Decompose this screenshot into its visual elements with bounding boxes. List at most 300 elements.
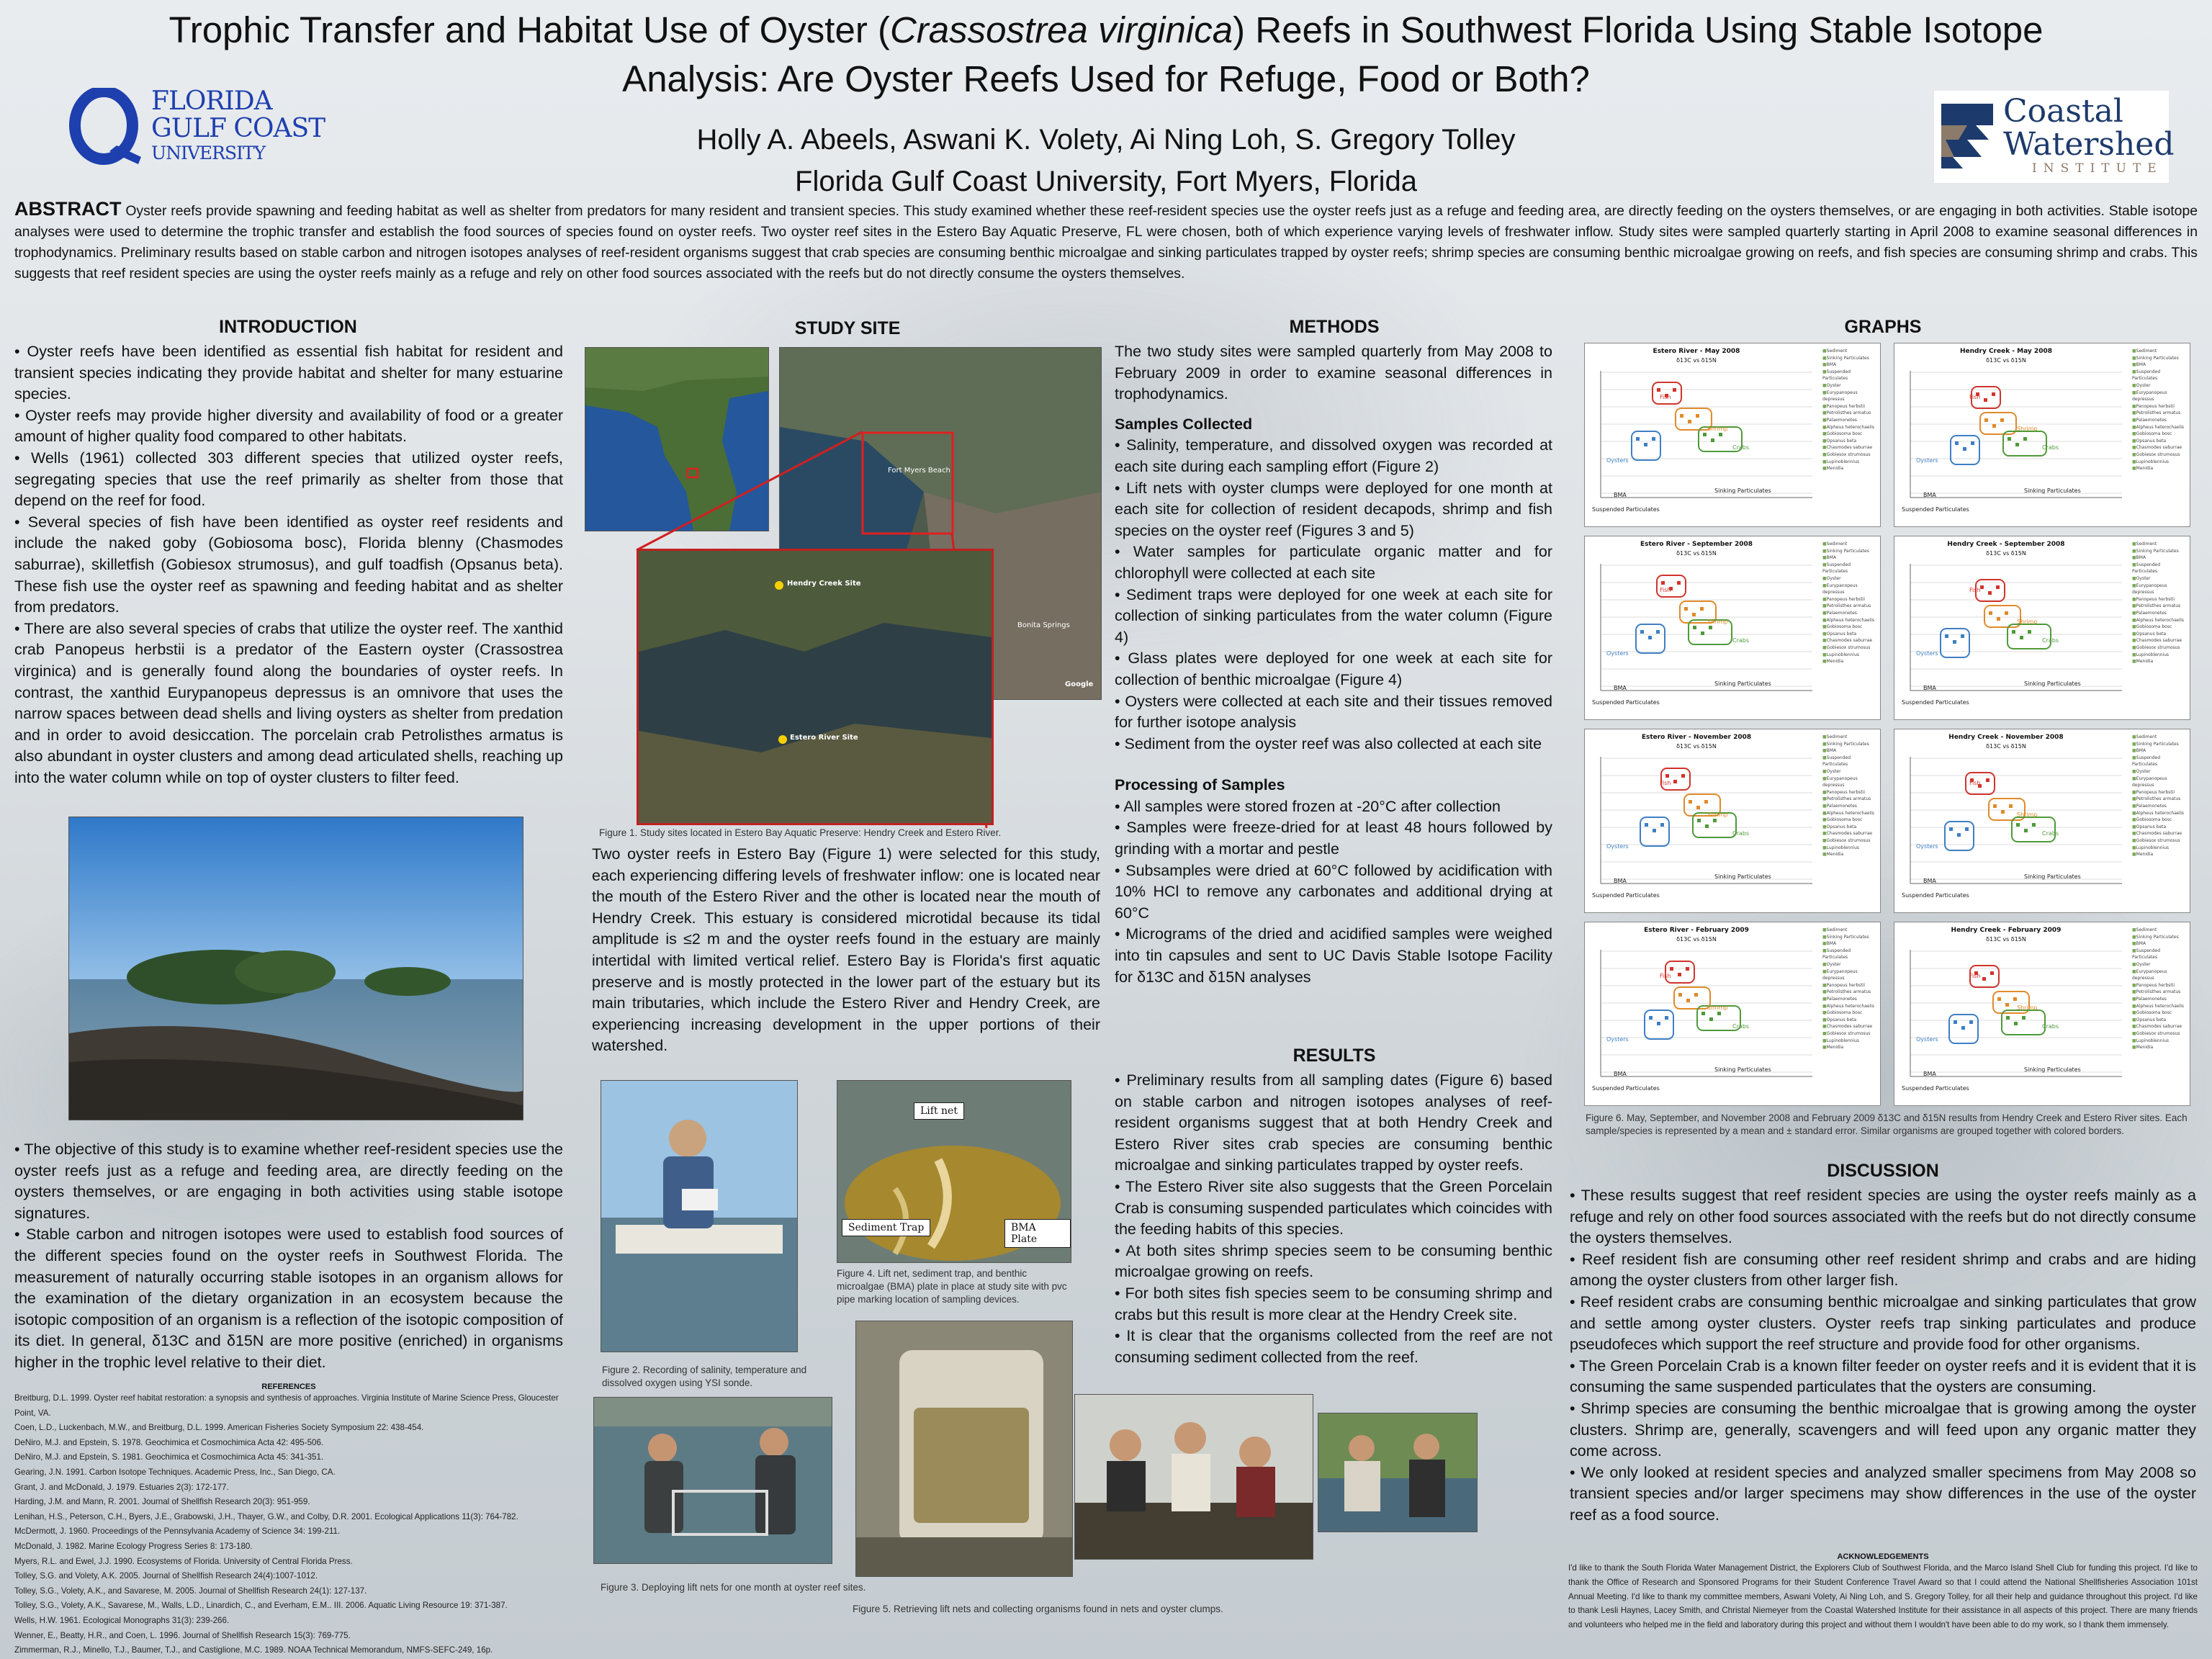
legend-entry: ■ Alpheus heterochaelis: [2132, 1003, 2187, 1010]
legend-entry: ■ Sinking Particulates: [1822, 741, 1877, 748]
legend-entry: ■ Gobiesox strumosus: [1822, 837, 1877, 845]
graph-group-label: Suspended Particulates: [1592, 506, 1660, 513]
reference-item: Coen, L.D., Luckenbach, M.W., and Breitburg, D.L. 1999. American Fisheries Society Symposium 22: 438-454.: [14, 1423, 424, 1433]
legend-entry: ■ Alpheus heterochaelis: [1822, 810, 1877, 817]
intro-p1: • Oyster reefs have been identified as essential fish habitat for resident and transient species indicating they provide habitat and shelter for many estuarine species.: [14, 343, 563, 403]
legend-entry: ■ Alpheus heterochaelis: [2132, 424, 2187, 431]
data-point-marker: [1673, 780, 1677, 783]
acknowledgements-text: I'd like to thank the South Florida Water Management District, the Explorers Club of Southwest Florida, and the Marco Island Shell Club for funding this project. I'd like to thank the Office of Research and Sponsored Programs for their Student Conference Travel Award so that I could attend the National Shellfisheries Association 101st Annual Meeting. I'd like to thank my committee members, Aswani Volety, Ai Ning Loh, and S. Gregory Tolley, for all their help and guidance throughout this project. I'd like to thank Lesli Haynes, Lacey Smith, and Christal Niemeyer from the Coastal Watershed Institute for their assistance in all aspects of this project. There are many friends and volunteers who helped me in the field and laboratory during this project and without them I wouldn't have been able to do my work, so I thank them immensely.: [1568, 1563, 2198, 1630]
legend-entry: ■ Eurypanopeus depressus: [1822, 775, 1877, 789]
discussion-item-6: • We only looked at resident species and analyzed smaller specimens from May 2008 so transient species and/or larger specimens may show differences in the use of the oyster reef as a food source.: [1570, 1463, 2196, 1524]
legend-entry: ■ Sediment: [2132, 348, 2187, 355]
data-point-marker: [2001, 810, 2005, 814]
graph-group-label: Shrimp: [2017, 1004, 2038, 1011]
intro-p6: • The objective of this study is to examine whether reef-resident species use the oyster reefs just as a refuge and feeding area, are directly feeding on the oysters themselves, or are engaging in both activities using stable isotope signatures.: [14, 1141, 563, 1222]
reference-item: Tolley, S.G., Volety, A.K., and Savarese, M. 2005. Journal of Shellfish Research 24(1): 127-137.: [14, 1586, 367, 1596]
figure4-caption: Figure 4. Lift net, sediment trap, and benthic microalgae (BMA) plate in place at study site with pvc pipe marking location of sampling devices.: [837, 1268, 1067, 1305]
data-point-marker: [1678, 993, 1682, 997]
isotope-graph: [1894, 536, 2190, 720]
legend-entry: ■ Sediment: [1822, 541, 1877, 548]
study-site-zoom-map: [637, 549, 994, 825]
graph-plot-area: [1897, 944, 2128, 1102]
graph-group-label: Oysters: [1606, 457, 1629, 464]
isotope-graph: [1584, 343, 1881, 527]
cwi-line2: Watershed: [2003, 126, 2175, 163]
legend-entry: ■ Sinking Particulates: [1822, 355, 1877, 362]
legend-entry: ■ Palaemonetes: [2132, 610, 2187, 617]
graph-group-label: BMA: [1614, 685, 1627, 691]
legend-entry: ■ Palaemonetes: [2132, 996, 2187, 1003]
data-point-marker: [1681, 774, 1685, 778]
legend-entry: ■ Petrolisthes armatus: [1822, 989, 1877, 996]
legend-entry: ■ BMA: [1822, 747, 1877, 755]
legend-entry: ■ Menidia: [2132, 658, 2187, 665]
data-point-marker: [1665, 1016, 1668, 1020]
legend-entry: ■ Alpheus heterochaelis: [1822, 424, 1877, 431]
reference-item: DeNiro, M.J. and Epstein, S. 1981. Geochimica et Cosmochimica Acta 45: 341-351.: [14, 1452, 324, 1462]
legend-entry: ■ Suspended Particulates: [2132, 755, 2187, 768]
data-point-marker: [2012, 630, 2015, 634]
legend-entry: ■ Gobiosoma bosc: [2132, 817, 2187, 824]
data-point-marker: [1665, 774, 1669, 778]
graph-legend: [2132, 734, 2187, 858]
reference-item: McDonald, J. 1982. Marine Ecology Progress Series 8: 173-180.: [14, 1541, 253, 1551]
legend-entry: ■ Lupinoblennius: [1822, 459, 1877, 466]
legend-entry: ■ Menidia: [1822, 465, 1877, 472]
reference-item: Myers, R.L. and Ewel, J.J. 1990. Ecosystems of Florida. University of Central Florida Press.: [14, 1556, 353, 1566]
data-point-marker: [1670, 967, 1673, 971]
legend-entry: ■ Eurypanopeus depressus: [2132, 775, 2187, 789]
legend-entry: ■ Lupinoblennius: [1822, 845, 1877, 852]
data-point-marker: [1961, 634, 1964, 638]
legend-entry: ■ Chasmodes saburrae: [1822, 444, 1877, 451]
legend-entry: ■ Suspended Particulates: [1822, 369, 1877, 382]
graph-group-label: Shrimp: [1707, 1004, 1728, 1011]
graph-group-label: Fish: [1969, 394, 1981, 400]
discussion-body: [1570, 1185, 2196, 1527]
legend-entry: ■ Eurypanopeus depressus: [1822, 583, 1877, 596]
legend-entry: ■ Sinking Particulates: [2132, 355, 2187, 362]
graph-group-label: BMA: [1614, 492, 1627, 498]
graph-title: Hendry Creek - September 2008: [1947, 541, 2065, 548]
legend-entry: ■ Petrolisthes armatus: [2132, 603, 2187, 610]
legend-entry: ■ Gobiosoma bosc: [2132, 1010, 2187, 1017]
graph-group-label: Shrimp: [2017, 619, 2038, 625]
legend-entry: ■ Gobiosoma bosc: [1822, 817, 1877, 824]
data-point-marker: [1709, 1017, 1713, 1021]
graph-plot-area: [1897, 751, 2128, 909]
sample-item-1: • Salinity, temperature, and dissolved oxygen was recorded at each site during each sampling effort (Figure 2): [1115, 436, 1552, 475]
data-point-marker: [1657, 1022, 1660, 1025]
graph-group-label: BMA: [1923, 878, 1936, 884]
graph-title: Estero River - May 2008: [1653, 348, 1740, 355]
data-point-marker: [1686, 999, 1690, 1002]
legend-entry: ■ Oyster: [2132, 768, 2187, 775]
data-point-marker: [1701, 631, 1704, 635]
cwi-line3: INSTITUTE: [2032, 161, 2163, 176]
introduction-body: [14, 341, 563, 788]
data-point-marker: [1661, 581, 1665, 585]
methods-intro: The two study sites were sampled quarterly from May 2008 to February 2009 in order to examine seasonal differences in trophodynamics.: [1115, 343, 1552, 403]
legend-entry: ■ BMA: [2132, 747, 2187, 755]
reference-item: Grant, J. and McDonald, J. 1979. Estuaries 2(3): 172-177.: [14, 1482, 229, 1492]
legend-entry: ■ Menidia: [1822, 851, 1877, 858]
graph-title: Estero River - November 2008: [1641, 734, 1752, 741]
data-point-marker: [2005, 1003, 2009, 1007]
legend-entry: ■ Opsanus beta: [2132, 824, 2187, 831]
discussion-item-4: • The Green Porcelain Crab is a known filter feeder on oyster reefs and it is evident that it is consuming the same suspended particulates that the oysters are consuming.: [1570, 1357, 2196, 1396]
legend-entry: ■ Panopeus herbstii: [2132, 596, 2187, 603]
result-item-5: • It is clear that the organisms collected from the reef are not consuming sediment collected from the reef.: [1115, 1327, 1552, 1366]
legend-entry: ■ BMA: [1822, 940, 1877, 948]
graph-group-label: Oysters: [1606, 650, 1629, 657]
figure5-photo-field: [1318, 1413, 1478, 1532]
map-label-bonita-springs: Bonita Springs: [1017, 621, 1070, 629]
data-point-marker: [1957, 833, 1961, 837]
legend-entry: ■ Opsanus beta: [2132, 438, 2187, 445]
data-point-marker: [1700, 607, 1704, 611]
legend-entry: ■ Sediment: [2132, 541, 2187, 548]
reference-item: Wells, H.W. 1961. Ecological Monographs 31(3): 239-266.: [14, 1615, 230, 1625]
legend-entry: ■ Petrolisthes armatus: [2132, 410, 2187, 417]
legend-entry: ■ Panopeus herbstii: [1822, 982, 1877, 989]
graph-group-label: Shrimp: [1707, 619, 1728, 625]
references-list: [14, 1391, 563, 1658]
result-item-1: • Preliminary results from all sampling dates (Figure 6) based on stable carbon and nitrogen isotopes analyses of reef-resident organisms suggest that at both Hendry Creek and Estero River sites crab species are consuming benthic microalgae and sinking particulates trapped by oyster reefs.: [1115, 1071, 1552, 1174]
legend-entry: ■ Opsanus beta: [1822, 824, 1877, 831]
graph-group-label: Crabs: [1732, 830, 1750, 837]
graph-plot-area: [1588, 944, 1818, 1102]
isotope-graph: [1584, 729, 1881, 913]
legend-entry: ■ Eurypanopeus depressus: [2132, 968, 2187, 982]
data-point-marker: [1693, 626, 1696, 629]
data-point-marker: [1640, 630, 1644, 634]
abstract-label: ABSTRACT: [14, 198, 122, 220]
intro-p5: • There are also several species of crabs that utilize the oyster reef. The xanthid crab Panopeus herbstii is a predator of the Eastern oyster (Crassostrea virginica) and is generally found along the boundaries of oyster reefs. In contrast, the xanthid Eurypanopeus depressus is an omnivore that uses the narrow spaces between dead shells and living oysters as shelter from predation and in order to avoid desiccation. The porcelain crab Petrolisthes armatus is also abundant in oyster clusters and among dead articulated shells, reaching up into the water column while on top of oyster clusters to filter feed.: [14, 619, 563, 786]
graph-group-label: Crabs: [2042, 444, 2059, 451]
data-point-marker: [1997, 617, 2000, 621]
legend-entry: ■ Suspended Particulates: [2132, 369, 2187, 382]
graph-group-label: BMA: [1923, 492, 1936, 498]
graph-group-label: Sinking Particulates: [2024, 873, 2081, 880]
data-point-marker: [1990, 971, 1994, 975]
graph-title: Hendry Creek - February 2009: [1951, 927, 2062, 934]
isotope-graph: [1584, 922, 1881, 1106]
data-point-marker: [1657, 388, 1660, 392]
legend-entry: ■ Chasmodes saburrae: [2132, 830, 2187, 837]
legend-entry: ■ Lupinoblennius: [1822, 652, 1877, 659]
crab-group-outline: [2003, 431, 2046, 456]
reference-item: Harding, J.M. and Mann, R. 2001. Journal of Shellfish Research 20(3): 951-959.: [14, 1497, 310, 1507]
legend-entry: ■ Oyster: [1822, 382, 1877, 390]
data-point-marker: [1648, 636, 1652, 639]
legend-entry: ■ BMA: [2132, 940, 2187, 948]
reference-item: McDermott, J. 1960. Proceedings of the Pennsylvania Academy of Science 34: 199-211.: [14, 1527, 341, 1537]
graph-group-label: Crabs: [1732, 444, 1750, 451]
legend-entry: ■ BMA: [2132, 361, 2187, 369]
legend-entry: ■ Oyster: [1822, 575, 1877, 583]
graph-group-label: Fish: [1660, 587, 1671, 593]
processing-item-2: • Samples were freeze-dried for at least 48 hours followed by grinding with a mortar and pestle: [1115, 819, 1552, 858]
graph-group-label: BMA: [1923, 1071, 1936, 1077]
affiliation: Florida Gulf Coast University, Fort Myers, Florida: [795, 166, 1417, 197]
graph-title: Estero River - February 2009: [1644, 927, 1749, 934]
graph-title: Hendry Creek - November 2008: [1948, 734, 2064, 741]
figure3-caption: Figure 3. Deploying lift nets for one month at oyster reef sites.: [601, 1582, 866, 1593]
data-point-marker: [1711, 439, 1714, 442]
legend-entry: ■ Panopeus herbstii: [2132, 789, 2187, 796]
data-point-marker: [1984, 418, 1988, 422]
legend-entry: ■ Palaemonetes: [1822, 610, 1877, 617]
legend-entry: ■ Gobiosoma bosc: [2132, 624, 2187, 631]
graph-group-label: Fish: [1660, 780, 1671, 786]
legend-entry: ■ Suspended Particulates: [1822, 755, 1877, 768]
graph-plot-area: [1588, 751, 1818, 909]
data-point-marker: [2020, 636, 2023, 639]
methods-heading: METHODS: [1289, 317, 1380, 337]
processing-item-4: • Micrograms of the dried and acidified samples were weighed into tin capsules and sent to UC Davis Stable Isotope Facility for δ13C and δ15N analyses: [1115, 925, 1552, 986]
data-point-marker: [1986, 778, 1990, 782]
results-heading: RESULTS: [1292, 1046, 1376, 1066]
data-point-marker: [1652, 437, 1655, 441]
graph-group-label: Oysters: [1916, 1036, 1938, 1043]
legend-entry: ■ Oyster: [1822, 961, 1877, 968]
data-point-marker: [1992, 392, 1995, 396]
legend-entry: ■ Lupinoblennius: [1822, 1038, 1877, 1045]
legend-entry: ■ Oyster: [1822, 768, 1877, 775]
fgcu-logo: [66, 85, 325, 171]
graph-group-label: Fish: [1660, 973, 1671, 979]
legend-entry: ■ Gobiesox strumosus: [2132, 451, 2187, 459]
figure4-label-bma-plate: BMA Plate: [1004, 1219, 1071, 1248]
data-point-marker: [1969, 1020, 1973, 1024]
graph-group-label: Oysters: [1916, 843, 1938, 850]
legend-entry: ■ Panopeus herbstii: [1822, 596, 1877, 603]
figure4-photo: [837, 1080, 1071, 1263]
data-point-marker: [1653, 829, 1656, 832]
study-site-heading: STUDY SITE: [794, 318, 901, 338]
processing-item-1: • All samples were stored frozen at -20°C after collection: [1115, 797, 1501, 815]
graph-group-label: Sinking Particulates: [1714, 487, 1771, 494]
figure5-caption: Figure 5. Retrieving lift nets and collecting organisms found in nets and oyster clumps.: [853, 1604, 1223, 1614]
data-point-marker: [1980, 585, 1984, 589]
acknowledgements-heading: ACKNOWLEDGEMENTS: [1837, 1552, 1929, 1561]
graph-group-label: Crabs: [2042, 830, 2059, 837]
legend-entry: ■ Eurypanopeus depressus: [2132, 390, 2187, 403]
legend-entry: ■ Opsanus beta: [1822, 631, 1877, 638]
legend-entry: ■ Sediment: [1822, 927, 1877, 934]
graph-plot-area: [1588, 365, 1818, 523]
reference-item: Breitburg, D.L. 1999. Oyster reef habitat restoration: a synopsis and synthesis of approaches. Virginia Institute of Marine Science Press, Gloucester Point, VA.: [14, 1393, 559, 1418]
graph-axes-subtitle: δ13C vs δ15N: [1986, 743, 2026, 750]
graph-legend: [1822, 541, 1877, 665]
discussion-item-2: • Reef resident fish are consuming other reef resident shrimp and crabs and are hiding among the oyster clusters from other larger fish.: [1570, 1250, 2196, 1290]
legend-entry: ■ Petrolisthes armatus: [2132, 796, 2187, 803]
result-item-4: • For both sites fish species seem to be consuming shrimp and crabs but this result is more clear at the Hendry Creek site.: [1115, 1284, 1552, 1323]
data-point-marker: [1992, 424, 1996, 428]
legend-entry: ■ Suspended Particulates: [1822, 948, 1877, 961]
legend-entry: ■ Suspended Particulates: [2132, 562, 2187, 575]
data-point-marker: [1688, 420, 1691, 423]
data-point-marker: [1965, 827, 1969, 831]
graph-group-label: Sinking Particulates: [2024, 1066, 2081, 1073]
references: [14, 1382, 563, 1658]
graph-group-label: Crabs: [2042, 1023, 2059, 1030]
legend-entry: ■ Alpheus heterochaelis: [2132, 810, 2187, 817]
graph-group-label: Sinking Particulates: [1714, 680, 1771, 687]
intro-p7: • Stable carbon and nitrogen isotopes were used to establish food sources of the different species found on the oyster reefs in Southwest Florida. The measurement of naturally occurring stable isotopes in an organism allows for the examination of the dietary organization in an ecosystem because the isotopic composition of an organism is a reflection of the isotopic composition of its diet. In general, δ13C and δ15N are more positive (enriched) in organisms higher in the trophic level relative to their diet.: [14, 1226, 563, 1371]
graph-group-label: Oysters: [1606, 843, 1629, 850]
legend-entry: ■ Opsanus beta: [2132, 631, 2187, 638]
poster-title: Trophic Transfer and Habitat Use of Oyster (Crassostrea virginica) Reefs in Southwest Florida Using Stable Isotope Analysis: Are Oyster Reefs Used for Refuge, Food or Both?: [168, 9, 2044, 99]
sample-item-2: • Lift nets with oyster clumps were deployed for one month at each site for collection of resident decapods, shrimp and fish species on the oyster reef (Figures 3 and 5): [1115, 479, 1552, 539]
data-point-marker: [1705, 824, 1709, 828]
fgcu-line2: GULF COAST: [151, 114, 325, 143]
data-point-marker: [1694, 993, 1698, 997]
graph-group-label: Oysters: [1916, 650, 1938, 657]
data-point-marker: [1678, 973, 1681, 976]
discussion-item-3: • Reef resident crabs are consuming benthic microalgae and sinking particulates that grow and settle among oyster clusters. Oyster reefs trap sinking particulates and produce pseudofeces which support the reef structure and provide food for other organisms.: [1570, 1292, 2196, 1354]
figure2-photo: [601, 1080, 798, 1352]
data-point-marker: [1696, 414, 1699, 418]
graph-legend: [2132, 541, 2187, 665]
graph-group-label: Sinking Particulates: [1714, 873, 1771, 880]
graph-group-label: Suspended Particulates: [1592, 892, 1660, 899]
data-point-marker: [2024, 829, 2028, 832]
acknowledgements: [1568, 1552, 2198, 1632]
graph-group-label: Oysters: [1916, 457, 1938, 464]
legend-entry: ■ Chasmodes saburrae: [2132, 637, 2187, 644]
map-label-estero-river: Estero River Site: [790, 734, 858, 742]
intro-p4: • Several species of fish have been identified as oyster reef residents and include the naked goby (Gobiosoma bosc), Florida blenny (Chasmodes saburrae), skilletfish (Gobiesox strumosus), and gulf toadfish (Opsanus beta). These fish use the oyster reef as spawning and feeding habitat and as shelter from predators.: [14, 513, 563, 616]
data-point-marker: [1703, 433, 1707, 436]
graph-axes-subtitle: δ13C vs δ15N: [1986, 550, 2026, 557]
graph-axes-subtitle: δ13C vs δ15N: [1676, 743, 1717, 750]
legend-entry: ■ Opsanus beta: [1822, 438, 1877, 445]
legend-entry: ■ Opsanus beta: [2132, 1017, 2187, 1024]
legend-entry: ■ Lupinoblennius: [2132, 845, 2187, 852]
legend-entry: ■ Gobiesox strumosus: [2132, 837, 2187, 845]
legend-entry: ■ Petrolisthes armatus: [1822, 410, 1877, 417]
isotope-graph: [1894, 343, 2190, 527]
graph-axes-subtitle: δ13C vs δ15N: [1676, 357, 1717, 364]
sample-item-3: • Water samples for particulate organic matter and for chlorophyll were collected at each site: [1115, 543, 1552, 582]
graph-group-label: BMA: [1614, 878, 1627, 884]
fgcu-line1: FLORIDA: [151, 86, 272, 116]
data-point-marker: [2015, 443, 2019, 446]
reference-item: Tolley, S.G. and Volety, A.K. 2005. Journal of Shellfish Research 24(4):1007-1012.: [14, 1571, 318, 1581]
graph-group-label: BMA: [1614, 1071, 1627, 1077]
graphs-heading: GRAPHS: [1844, 317, 1922, 337]
fgcu-line3: UNIVERSITY: [151, 143, 266, 163]
reference-item: Zimmerman, R.J., Minello, T.J., Baumer, T.J., and Castiglione, M.C. 1989. NOAA Technical Memorandum, NMFS-SEFC-249, 16p.: [14, 1645, 493, 1655]
result-item-2: • The Estero River site also suggests that the Green Porcelain Crab is consuming suspended particulates which coincides with the feeding habits of this species.: [1115, 1177, 1552, 1238]
figure2-caption: Figure 2. Recording of salinity, temperature and dissolved oxygen using YSI sonde.: [602, 1364, 807, 1388]
sample-item-7: • Sediment from the oyster reef was also collected at each site: [1115, 734, 1542, 752]
oyster-reef-photo: [68, 817, 523, 1120]
legend-entry: ■ Petrolisthes armatus: [2132, 989, 2187, 996]
graph-axes-subtitle: δ13C vs δ15N: [1986, 936, 2026, 943]
sample-item-6: • Oysters were collected at each site and their tissues removed for further isotope analysis: [1115, 692, 1552, 732]
data-point-marker: [1971, 441, 1974, 445]
legend-entry: ■ Gobiesox strumosus: [1822, 451, 1877, 459]
graph-legend: [1822, 734, 1877, 858]
legend-entry: ■ Menidia: [1822, 658, 1877, 665]
legend-entry: ■ Panopeus herbstii: [1822, 789, 1877, 796]
graph-group-label: BMA: [1923, 685, 1936, 691]
legend-entry: ■ Eurypanopeus depressus: [2132, 583, 2187, 596]
results-body: [1115, 1070, 1552, 1368]
data-point-marker: [1673, 388, 1676, 392]
legend-entry: ■ BMA: [2132, 554, 2187, 562]
graph-group-label: Oysters: [1606, 1036, 1629, 1043]
legend-entry: ■ Palaemonetes: [1822, 417, 1877, 424]
data-point-marker: [1645, 823, 1648, 827]
data-point-marker: [1984, 398, 1987, 402]
figure5-photo-sorting: [1074, 1394, 1313, 1560]
isotope-graph: [1894, 922, 2190, 1106]
data-point-marker: [1953, 640, 1956, 644]
legend-entry: ■ Chasmodes saburrae: [1822, 830, 1877, 837]
data-point-marker: [2006, 1016, 2010, 1020]
data-point-marker: [1692, 613, 1696, 616]
isotope-graph: [1894, 729, 2190, 913]
data-point-marker: [1717, 1012, 1721, 1015]
figure4-label-sediment-trap: Sediment Trap: [842, 1219, 930, 1236]
data-point-marker: [2009, 804, 2013, 808]
data-point-marker: [1954, 1020, 1957, 1024]
legend-entry: ■ Suspended Particulates: [2132, 948, 2187, 961]
graph-group-label: Suspended Particulates: [1902, 1085, 1969, 1092]
graph-group-label: Shrimp: [1707, 426, 1728, 432]
legend-entry: ■ Chasmodes saburrae: [2132, 1023, 2187, 1030]
legend-entry: ■ Palaemonetes: [1822, 803, 1877, 810]
data-point-marker: [1719, 433, 1722, 436]
graph-group-label: Suspended Particulates: [1902, 506, 1969, 513]
legend-entry: ■ Chasmodes saburrae: [2132, 444, 2187, 451]
data-point-marker: [1982, 977, 1986, 981]
data-point-marker: [2022, 1016, 2026, 1020]
data-point-marker: [1996, 585, 2000, 589]
graph-legend: [2132, 927, 2187, 1051]
legend-entry: ■ Gobiosoma bosc: [1822, 1010, 1877, 1017]
processing-item-3: • Subsamples were dried at 60°C followed by acidification with 10% HCl to remove any carbonates and additional drying at 60°C: [1115, 861, 1552, 922]
map-label-google: Google: [1065, 680, 1094, 688]
graph-group-label: Fish: [1969, 587, 1981, 593]
data-point-marker: [1689, 800, 1692, 804]
reference-item: Wenner, E., Beatty, H.R., and Coen, L. 1996. Journal of Shellfish Research 15(3): 769-775.: [14, 1630, 351, 1640]
reference-item: DeNiro, M.J. and Epstein, S. 1978. Geochimica et Cosmochimica Acta 42: 495-506.: [14, 1437, 324, 1447]
methods-body: [1115, 341, 1552, 988]
map-label-fort-myers-beach: Fort Myers Beach: [888, 467, 950, 475]
legend-entry: ■ Sinking Particulates: [1822, 548, 1877, 555]
graph-plot-area: [1588, 558, 1818, 716]
crab-group-outline: [2008, 624, 2051, 649]
data-point-marker: [2023, 437, 2027, 441]
legend-entry: ■ Alpheus heterochaelis: [1822, 617, 1877, 624]
legend-entry: ■ Sediment: [1822, 734, 1877, 741]
cwi-line1: Coastal: [2003, 93, 2123, 130]
data-point-marker: [1656, 630, 1660, 634]
introduction-body-2: [14, 1139, 563, 1374]
graph-group-label: Shrimp: [2017, 811, 2038, 818]
graph-group-label: Sinking Particulates: [2024, 487, 2081, 494]
data-point-marker: [2028, 630, 2031, 634]
graph-axes-subtitle: δ13C vs δ15N: [1676, 936, 1717, 943]
legend-entry: ■ Sediment: [2132, 734, 2187, 741]
graph-plot-area: [1897, 558, 2128, 716]
study-site-text: Two oyster reefs in Estero Bay (Figure 1) were selected for this study, each experiencing differing levels of freshwater inflow: one is located near the mouth of the Estero River and the other is located near the mouth of Hendry Creek. This estuary is considered microtidal because its tidal amplitude is ≤2 m and the oyster reefs found in the estuary are mainly intertidal with limited vertical relief. Estero Bay is Florida's first aquatic preserve and is mostly protected in the lower part of the estuary but its main tributaries, which include the Estero River and Hendry Creek, are experiencing increasing development in the upper portions of their watershed.: [592, 845, 1100, 1055]
